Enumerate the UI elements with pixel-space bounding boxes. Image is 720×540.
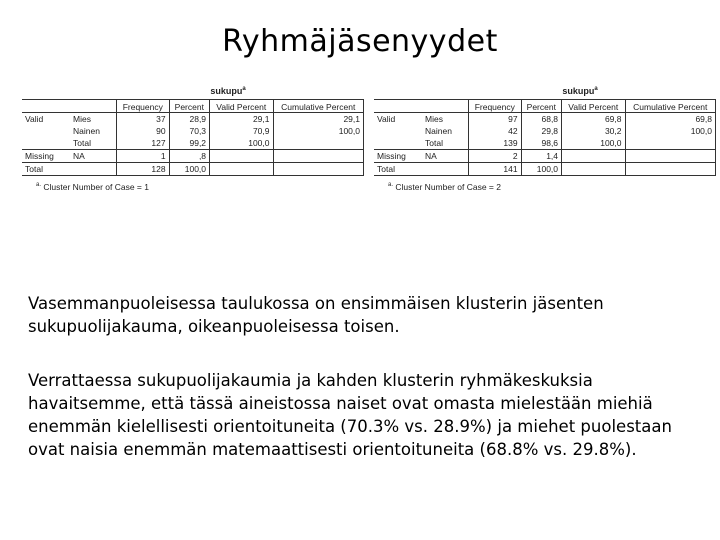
cell-valid-percent (562, 163, 625, 176)
cell-percent: 99,2 (169, 137, 209, 150)
cell-frequency: 127 (117, 137, 170, 150)
row-group: Missing (374, 150, 422, 163)
header-percent: Percent (169, 100, 209, 113)
table-caption: sukupu$^a$ (210, 86, 246, 96)
row-label (70, 163, 117, 176)
cell-cumulative-percent (625, 150, 716, 163)
table-row (22, 163, 364, 176)
table-row (22, 137, 364, 150)
table-row (22, 125, 364, 137)
row-label: Total (425, 138, 443, 148)
cell-cumulative-percent (273, 150, 364, 163)
row-group (22, 137, 70, 150)
row-group (22, 125, 70, 137)
frequency-table (22, 99, 364, 176)
row-group: Total (374, 163, 422, 176)
header-cumulative-percent: Cumulative Percent (625, 100, 716, 113)
cell-valid-percent: 100,0 (562, 137, 625, 150)
frequency-table (374, 99, 716, 176)
cell-frequency: 37 (117, 113, 170, 126)
row-label: Nainen (73, 126, 100, 136)
cell-percent: 68,8 (521, 113, 561, 126)
cell-valid-percent: 100,0 (210, 137, 273, 150)
description-paragraph: Vasemmanpuoleisessa taulukossa on ensimmäisen klusterin jäsenten sukupuolijakauma, oikeanpuoleisessa toisen. (28, 294, 604, 336)
table-row (374, 125, 716, 137)
table-footnote: $^{a.}$ Cluster Number of Case = 2 (388, 182, 501, 192)
cell-valid-percent: 29,1 (210, 113, 273, 126)
header-frequency: Frequency (469, 100, 522, 113)
cell-frequency: 139 (469, 137, 522, 150)
header-percent: Percent (521, 100, 561, 113)
cell-valid-percent: 69,8 (562, 113, 625, 126)
table-row (374, 163, 716, 176)
row-label: Nainen (425, 126, 452, 136)
table-row (374, 113, 716, 126)
cell-cumulative-percent (625, 163, 716, 176)
table-row (374, 150, 716, 163)
cell-frequency: 97 (469, 113, 522, 126)
cell-frequency: 128 (117, 163, 170, 176)
cell-valid-percent (562, 150, 625, 163)
header-frequency: Frequency (117, 100, 170, 113)
frequency-table-cluster-1 (22, 86, 364, 192)
row-group: Total (22, 163, 70, 176)
row-label (422, 163, 469, 176)
cell-cumulative-percent (273, 137, 364, 150)
cell-percent: 70,3 (169, 125, 209, 137)
row-group: Valid (374, 113, 422, 126)
cell-valid-percent: 70,9 (210, 125, 273, 137)
cell-valid-percent (210, 150, 273, 163)
cell-cumulative-percent: 100,0 (625, 125, 716, 137)
row-label: Total (73, 138, 91, 148)
table-row (22, 113, 364, 126)
cell-frequency: 2 (469, 150, 522, 163)
row-label: Mies (422, 113, 469, 126)
frequency-table-cluster-2 (374, 86, 716, 192)
table-caption: sukupu$^a$ (562, 86, 598, 96)
header-valid-percent: Valid Percent (210, 100, 273, 113)
row-label: Mies (70, 113, 117, 126)
cell-valid-percent (210, 163, 273, 176)
cell-frequency: 1 (117, 150, 170, 163)
slide-title: Ryhmäjäsenyydet (222, 24, 498, 59)
cell-frequency: 90 (117, 125, 170, 137)
table-footnote: $^{a.}$ Cluster Number of Case = 1 (36, 182, 149, 192)
cell-percent: ,8 (169, 150, 209, 163)
cell-percent: 29,8 (521, 125, 561, 137)
row-group: Valid (22, 113, 70, 126)
cell-percent: 100,0 (169, 163, 209, 176)
header-cumulative-percent: Cumulative Percent (273, 100, 364, 113)
comparison-paragraph: Verrattaessa sukupuolijakaumia ja kahden klusterin ryhmäkeskuksia havaitsemme, että tässä aineistossa naiset ovat omasta mielestään miehiä enemmän kielellisesti orientoituneita (70.3% vs. 28.9%) ja miehet puolestaan ovat naisia enemmän matemaattisesti orientoituneita (68.8% vs. 29.8%). (28, 371, 672, 459)
cell-cumulative-percent (625, 137, 716, 150)
cell-percent: 100,0 (521, 163, 561, 176)
cell-frequency: 42 (469, 125, 522, 137)
cell-percent: 28,9 (169, 113, 209, 126)
cell-cumulative-percent: 29,1 (273, 113, 364, 126)
row-group (374, 125, 422, 137)
table-row (22, 150, 364, 163)
row-label: NA (422, 150, 469, 163)
cell-cumulative-percent: 100,0 (273, 125, 364, 137)
table-row (374, 137, 716, 150)
cell-percent: 98,6 (521, 137, 561, 150)
row-label: NA (70, 150, 117, 163)
cell-cumulative-percent: 69,8 (625, 113, 716, 126)
row-group: Missing (22, 150, 70, 163)
row-group (374, 137, 422, 150)
cell-valid-percent: 30,2 (562, 125, 625, 137)
cell-percent: 1,4 (521, 150, 561, 163)
header-valid-percent: Valid Percent (562, 100, 625, 113)
cell-frequency: 141 (469, 163, 522, 176)
cell-cumulative-percent (273, 163, 364, 176)
